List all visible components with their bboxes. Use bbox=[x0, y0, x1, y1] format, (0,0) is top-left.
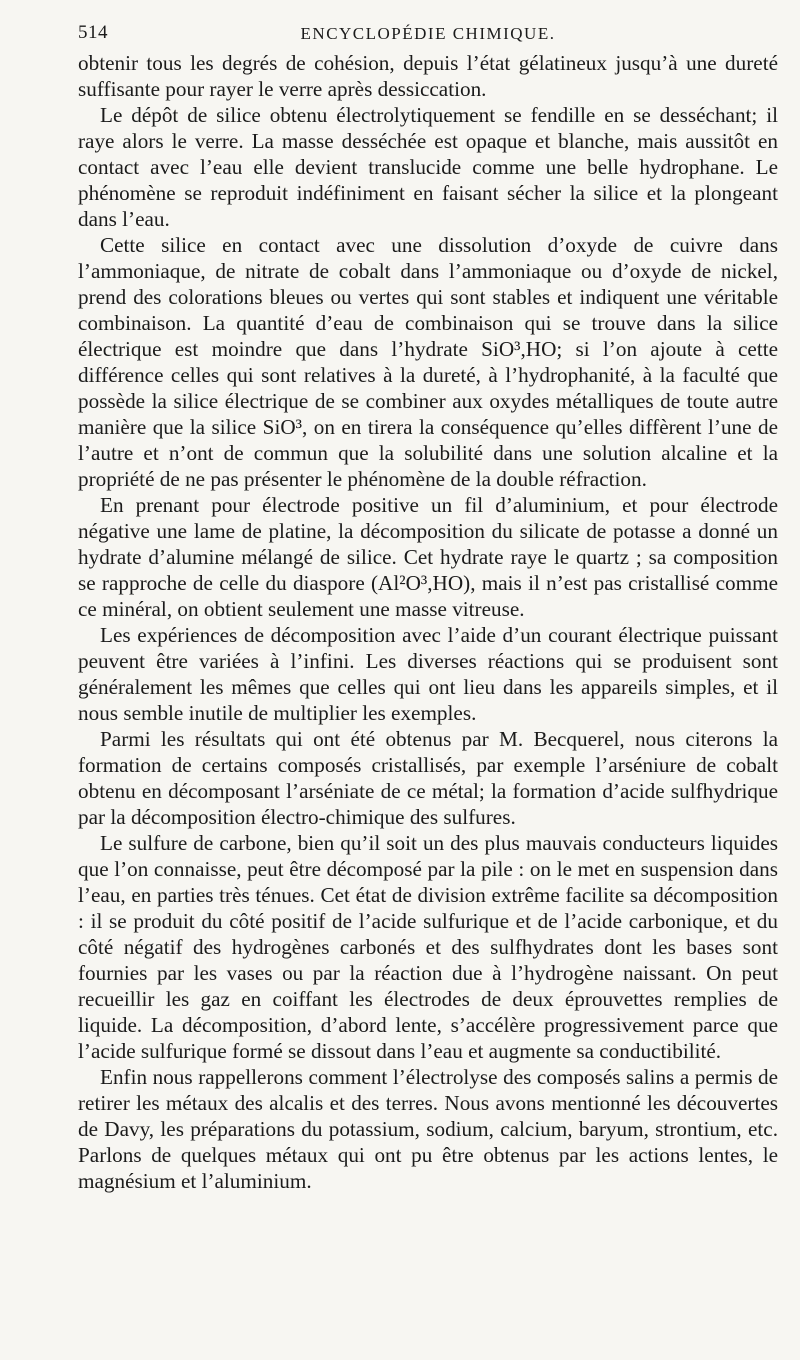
paragraph: Le dépôt de silice obtenu électrolytiquement se fendille en se desséchant; il raye alors le verre. La masse desséchée est opaque et blanche, mais aussitôt en contact avec l’eau elle devient translucide comme une belle hydrophane. Le phénomène se reproduit indéfiniment en faisant sécher la silice et la plongeant dans l’eau. bbox=[78, 103, 778, 231]
paragraph: Cette silice en contact avec une dissolution d’oxyde de cuivre dans l’ammoniaque, de nitrate de cobalt dans l’ammoniaque ou d’oxyde de nickel, prend des colorations bleues ou vertes qui sont stables et indiquent une véritable combinaison. La quantité d’eau de combinaison qui se trouve dans la silice électrique est moindre que dans l’hydrate SiO³,HO; si l’on ajoute à cette différence celles qui sont relatives à la dureté, à l’hydrophanité, à la faculté que possède la silice électrique de se combiner aux oxydes métalliques de toute autre manière que la silice SiO³, on en tirera la conséquence qu’elles diffèrent l’une de l’autre et n’ont de commun que la solubilité dans une solution alcaline et la propriété de ne pas présenter le phénomène de la double réfraction. bbox=[78, 233, 778, 491]
paragraph: Enfin nous rappellerons comment l’électrolyse des composés salins a permis de retirer les métaux des alcalis et des terres. Nous avons mentionné les découvertes de Davy, les préparations du potassium, sodium, calcium, baryum, strontium, etc. Parlons de quelques métaux qui ont pu être obtenus par les actions lentes, le magnésium et l’aluminium. bbox=[78, 1065, 778, 1193]
paragraph: Parmi les résultats qui ont été obtenus par M. Becquerel, nous citerons la formation de certains composés cristallisés, par exemple l’arséniure de cobalt obtenu en décomposant l’arséniate de ce métal; la formation d’acide sulfhydrique par la décomposition électro-chimique des sulfures. bbox=[78, 727, 778, 829]
paragraph: Les expériences de décomposition avec l’aide d’un courant électrique puissant peuvent être variées à l’infini. Les diverses réactions qui se produisent sont généralement les mêmes que celles qui ont lieu dans les appareils simples, et il nous semble inutile de multiplier les exemples. bbox=[78, 623, 778, 725]
paragraph: En prenant pour électrode positive un fil d’aluminium, et pour électrode négative une lame de platine, la décomposition du silicate de potasse a donné un hydrate d’alumine mélangé de silice. Cet hydrate raye le quartz ; sa composition se rapproche de celle du diaspore (Al²O³,HO), mais il n’est pas cristallisé comme ce minéral, on obtient seulement une masse vitreuse. bbox=[78, 493, 778, 621]
page-number: 514 bbox=[78, 22, 108, 43]
running-title: ENCYCLOPÉDIE CHIMIQUE. bbox=[300, 24, 556, 43]
page-body bbox=[78, 50, 778, 1194]
paragraph: Le sulfure de carbone, bien qu’il soit un des plus mauvais conducteurs liquides que l’on connaisse, peut être décomposé par la pile : on le met en suspension dans l’eau, en parties très ténues. Cet état de division extrême facilite sa décomposition : il se produit du côté positif de l’acide sulfurique et de l’acide carbonique, et du côté négatif des hydrogènes carbonés et des sulfhydrates dont les bases sont fournies par les vases ou par la réaction due à l’hydrogène naissant. On peut recueillir les gaz en coiffant les électrodes de deux éprouvettes remplies de liquide. La décomposition, d’abord lente, s’accélère progressivement parce que l’acide sulfurique formé se dissout dans l’eau et augmente sa conductibilité. bbox=[78, 831, 778, 1063]
paragraph: obtenir tous les degrés de cohésion, depuis l’état gélatineux jusqu’à une dureté suffisante pour rayer le verre après dessiccation. bbox=[78, 51, 778, 101]
page-header bbox=[78, 18, 778, 48]
